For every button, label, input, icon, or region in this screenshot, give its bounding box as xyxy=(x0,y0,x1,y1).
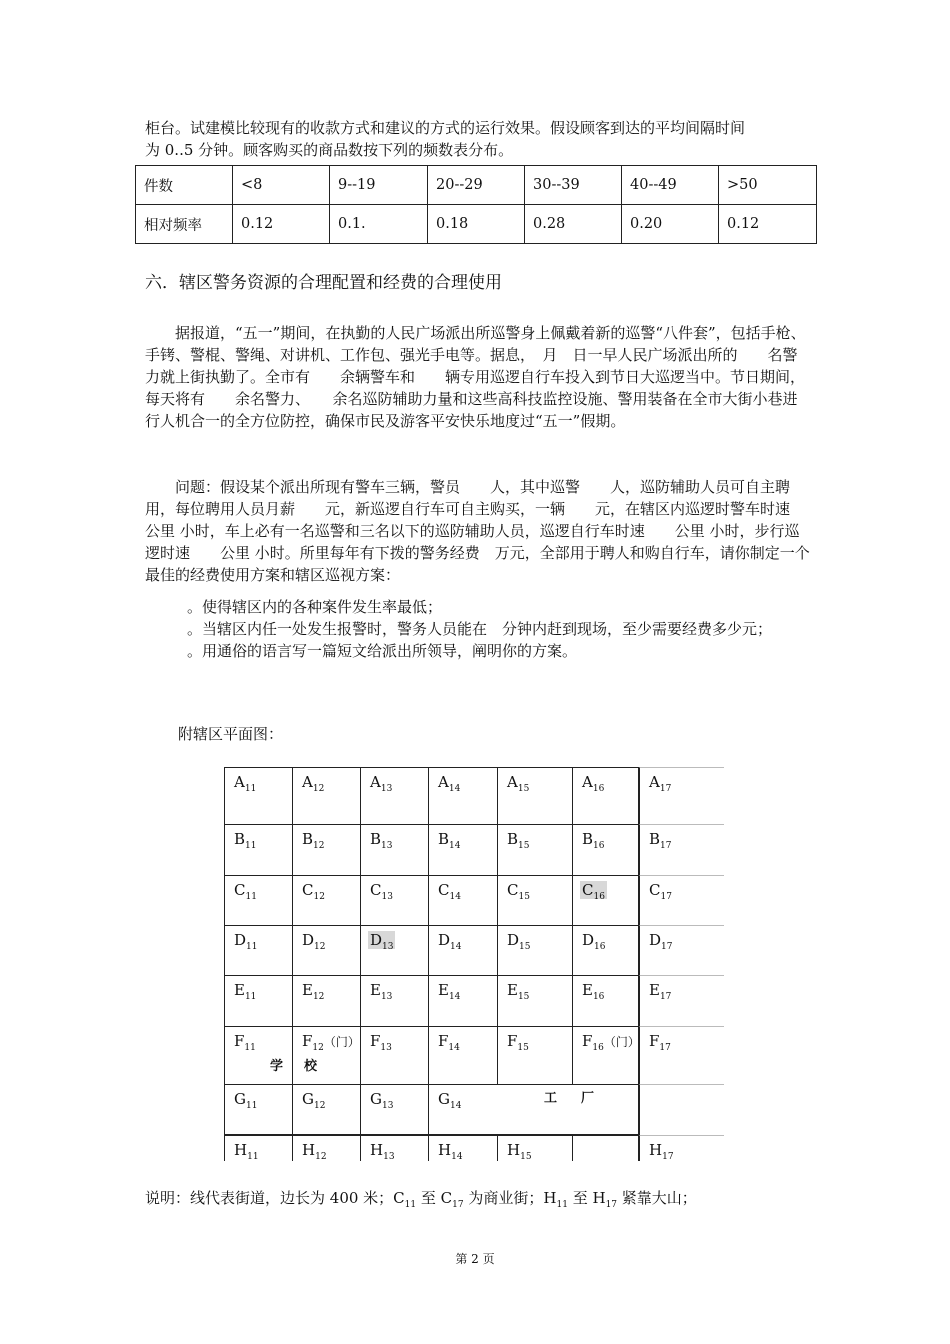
map-cell xyxy=(497,1084,572,1135)
map-cell-label: $A_{13}$ xyxy=(370,773,393,794)
map-cell xyxy=(639,975,724,1026)
map-cell xyxy=(292,1135,360,1161)
map-cell-label: $B_{17}$ xyxy=(649,830,672,851)
caption-text: H xyxy=(592,1189,606,1207)
map-cell-label: $B_{15}$ xyxy=(507,830,530,851)
map-cell-label: $C_{12}$ xyxy=(302,881,325,902)
map-cell xyxy=(292,875,360,925)
map-cell-label: $H_{14}$ xyxy=(438,1141,463,1162)
map-cell-label: $C_{13}$ xyxy=(370,881,393,902)
map-cell xyxy=(639,767,724,824)
map-cell-label: $D_{14}$ xyxy=(438,931,462,952)
map-cell-label: $F_{14}$ xyxy=(438,1032,460,1053)
district-map xyxy=(224,767,724,1161)
map-cell xyxy=(292,824,360,875)
map-cell xyxy=(360,925,428,975)
map-cell-label: $H_{12}$ xyxy=(302,1141,327,1162)
table-cell: 0.28 xyxy=(525,205,622,244)
page-number: 第 2 页 xyxy=(455,1252,495,1266)
caption-text: 说明：线代表街道，边长为 400 米； xyxy=(145,1189,394,1207)
table-cell: 9--19 xyxy=(330,166,428,205)
map-cell-label: $E_{14}$ xyxy=(438,981,461,1002)
map-cell xyxy=(572,925,639,975)
table-cell: 0.12 xyxy=(233,205,330,244)
caption-text: 紧靠大山； xyxy=(617,1189,697,1207)
map-cell-label: $G_{12}$ xyxy=(302,1090,326,1111)
map-cell xyxy=(497,824,572,875)
map-cell xyxy=(572,824,639,875)
caption-sub: 11 xyxy=(556,1200,568,1210)
table-row xyxy=(136,166,817,205)
table-cell: >50 xyxy=(719,166,817,205)
caption-text: 为商业街； xyxy=(463,1189,544,1207)
map-cell-label: $G_{11}$ xyxy=(234,1090,258,1111)
requirement-list xyxy=(145,596,810,662)
list-item: 。当辖区内任一处发生报警时，警务人员能在 分钟内赶到现场，至少需要经费多少元； xyxy=(187,620,773,638)
map-cell-label: $D_{15}$ xyxy=(507,931,531,952)
map-cell xyxy=(428,875,497,925)
frequency-table xyxy=(135,165,817,244)
map-cell-label: $F_{17}$ xyxy=(649,1032,671,1053)
map-cell-label: $C_{16}$ xyxy=(582,881,605,902)
caption-text: C xyxy=(440,1189,453,1207)
map-cell xyxy=(224,767,292,824)
table-cell: 0.18 xyxy=(428,205,525,244)
map-cell xyxy=(572,767,639,824)
map-cell xyxy=(224,925,292,975)
map-cell xyxy=(224,1135,292,1161)
map-cell-label: $F_{13}$ xyxy=(370,1032,392,1053)
problem-paragraph: 问题：假设某个派出所现有警车三辆，警员 人，其中巡警 人，巡防辅助人员可自主聘用，每位聘用人员月薪 元，新巡逻自行车可自主购买，一辆 元，在辖区内巡逻时警车时速 公里 小时，车上必有一名巡警和三名以下的巡防辅助人员，巡逻自行车时速 公里 小时，步行巡逻时速 公里 小时。所里每年有下拨的警务经费 万元，全部用于聘人和购自行车，请你制定一个最佳的经费使用方案和辖区巡视方案： xyxy=(145,478,821,584)
map-cell xyxy=(497,975,572,1026)
map-cell-label: $H_{17}$ xyxy=(649,1141,674,1162)
map-cell-label: $B_{14}$ xyxy=(438,830,461,851)
map-cell xyxy=(428,925,497,975)
map-cell-label: $A_{11}$ xyxy=(234,773,257,794)
factory-label: 工 xyxy=(544,1091,558,1106)
map-cell-label: $G_{14}$ xyxy=(438,1090,462,1111)
map-cell-label: $D_{13}$ xyxy=(370,931,394,952)
map-cell xyxy=(497,875,572,925)
intro-line-1: 柜台。试建模比较现有的收款方式和建议的方式的运行效果。假设顾客到达的平均间隔时间 xyxy=(145,119,746,137)
caption-sub: 11 xyxy=(404,1200,417,1210)
map-cell xyxy=(639,824,724,875)
map-cell-label: $E_{15}$ xyxy=(507,981,530,1002)
caption-text: H xyxy=(543,1189,557,1207)
map-cell xyxy=(292,1026,360,1084)
map-cell-label: $B_{16}$ xyxy=(582,830,605,851)
table-cell: 30--39 xyxy=(525,166,622,205)
table-cell: 件数 xyxy=(136,166,233,205)
map-cell-label: $H_{11}$ xyxy=(234,1141,259,1162)
map-cell xyxy=(497,767,572,824)
map-cell-label: $F_{11}$ xyxy=(234,1032,256,1053)
map-cell xyxy=(292,1084,360,1135)
map-cell-label: $H_{13}$ xyxy=(370,1141,395,1162)
map-cell xyxy=(360,824,428,875)
caption-sub: 17 xyxy=(605,1200,618,1210)
map-cell-label: $B_{12}$ xyxy=(302,830,325,851)
map-cell-label: $E_{17}$ xyxy=(649,981,672,1002)
map-cell-label: $F_{15}$ xyxy=(507,1032,529,1053)
school-label: 学 xyxy=(270,1059,284,1074)
caption-text: 至 xyxy=(567,1189,593,1207)
map-cell xyxy=(497,925,572,975)
map-cell-label: $A_{12}$ xyxy=(302,773,325,794)
map-cell xyxy=(428,767,497,824)
report-paragraph: 据报道，“五一”期间，在执勤的人民广场派出所巡警身上佩戴着新的巡警“八件套”，包括手枪、手铐、警棍、警绳、对讲机、工作包、强光手电等。据息， 月 日一早人民广场派出所的 名警力就上街执勤了。全市有 余辆警车和 辆专用巡逻自行车投入到节日大巡逻当中。节日期间，每天将有 余名警力、 余名巡防辅助力量和这些高科技监控设施、警用装备在全市大街小巷进行人机合一的全方位防控，确保市民及游客平安快乐地度过“五一”假期。 xyxy=(145,324,806,430)
map-cell-label: $E_{13}$ xyxy=(370,981,393,1002)
map-cell xyxy=(224,975,292,1026)
map-cell-label: $D_{11}$ xyxy=(234,931,258,952)
map-cell xyxy=(572,1026,639,1084)
list-item: 。用通俗的语言写一篇短文给派出所领导，阐明你的方案。 xyxy=(187,642,578,660)
map-cell xyxy=(639,1084,724,1135)
map-cell xyxy=(428,1135,497,1161)
map-cell xyxy=(292,767,360,824)
map-cell xyxy=(572,875,639,925)
table-cell: 0.12 xyxy=(719,205,817,244)
map-cell xyxy=(639,1135,724,1161)
table-row xyxy=(136,205,817,244)
factory-label: 厂 xyxy=(581,1091,595,1106)
map-cell-label: $A_{15}$ xyxy=(507,773,530,794)
map-cell xyxy=(360,1135,428,1161)
map-caption xyxy=(145,1187,697,1210)
table-cell: 40--49 xyxy=(622,166,719,205)
gate-label: （门） xyxy=(323,1035,360,1049)
map-cell xyxy=(497,1026,572,1084)
map-cell xyxy=(292,975,360,1026)
map-cell-label: $E_{16}$ xyxy=(582,981,605,1002)
map-cell-label: $A_{14}$ xyxy=(438,773,461,794)
map-cell xyxy=(497,1135,572,1161)
table-cell: 0.20 xyxy=(622,205,719,244)
intro-line-2: 为 0..5 分钟。顾客购买的商品数按下列的频数表分布。 xyxy=(145,141,514,159)
map-cell-label: $C_{14}$ xyxy=(438,881,461,902)
map-cell-label: $A_{17}$ xyxy=(649,773,672,794)
map-cell-label: $C_{17}$ xyxy=(649,881,672,902)
map-cell xyxy=(360,1084,428,1135)
map-cell xyxy=(428,975,497,1026)
map-cell-label: $B_{13}$ xyxy=(370,830,393,851)
map-cell xyxy=(360,975,428,1026)
map-cell-label: $E_{11}$ xyxy=(234,981,257,1002)
map-cell-label: $D_{17}$ xyxy=(649,931,673,952)
map-cell xyxy=(428,1026,497,1084)
map-cell xyxy=(428,1084,497,1135)
caption-text: C xyxy=(393,1189,405,1207)
map-cell-label: $D_{12}$ xyxy=(302,931,326,952)
map-cell-label: $F_{12}$（门） xyxy=(302,1032,360,1053)
table-cell: 20--29 xyxy=(428,166,525,205)
map-cell-label: $C_{15}$ xyxy=(507,881,530,902)
list-item: 。使得辖区内的各种案件发生率最低； xyxy=(187,598,443,616)
table-cell: 相对频率 xyxy=(136,205,233,244)
school-label: 校 xyxy=(304,1059,318,1074)
map-cell-label: $H_{15}$ xyxy=(507,1141,532,1162)
gate-label: （门） xyxy=(603,1035,640,1049)
caption-text: 至 xyxy=(416,1189,441,1207)
section-title: 六．辖区警务资源的合理配置和经费的合理使用 xyxy=(145,273,502,293)
map-title: 附辖区平面图： xyxy=(178,725,284,743)
intro-paragraph xyxy=(145,117,810,161)
map-cell xyxy=(224,824,292,875)
map-cell-label: $C_{11}$ xyxy=(234,881,257,902)
map-cell-label: $D_{16}$ xyxy=(582,931,606,952)
map-cell xyxy=(428,824,497,875)
map-cell xyxy=(639,925,724,975)
map-cell-label: $B_{11}$ xyxy=(234,830,257,851)
map-cell xyxy=(292,925,360,975)
table-cell: 0.1. xyxy=(330,205,428,244)
map-cell xyxy=(360,767,428,824)
map-cell xyxy=(224,875,292,925)
map-cell-label: $E_{12}$ xyxy=(302,981,325,1002)
map-cell-label: $F_{16}$（门） xyxy=(582,1032,640,1053)
map-cell xyxy=(224,1084,292,1135)
map-cell xyxy=(639,1026,724,1084)
map-cell-label: $A_{16}$ xyxy=(582,773,605,794)
map-cell xyxy=(360,1026,428,1084)
map-cell xyxy=(360,875,428,925)
map-cell xyxy=(639,875,724,925)
table-cell: <8 xyxy=(233,166,330,205)
map-cell xyxy=(572,1135,639,1161)
map-cell-label: $G_{13}$ xyxy=(370,1090,394,1111)
map-cell xyxy=(572,975,639,1026)
caption-sub: 17 xyxy=(452,1200,464,1210)
